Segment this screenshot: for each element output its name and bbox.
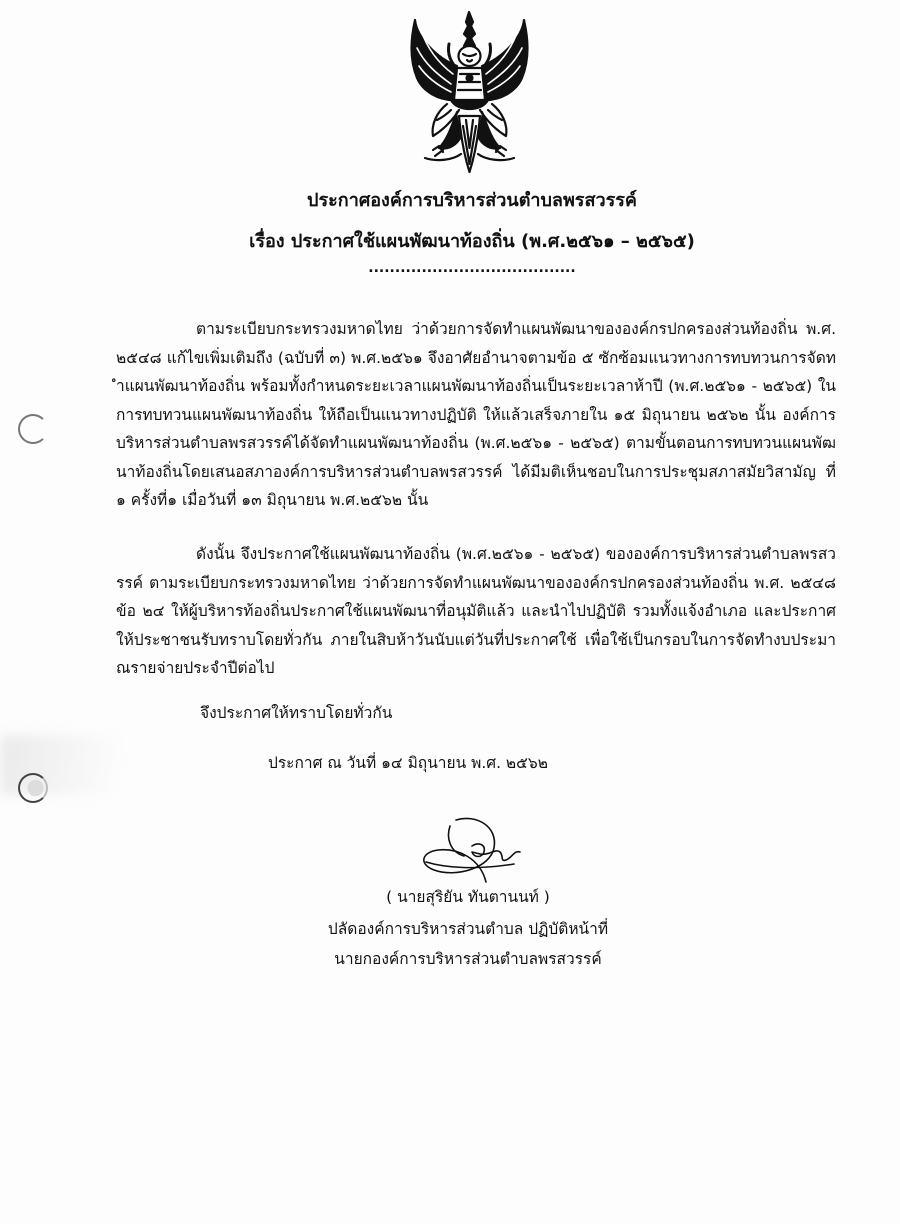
signatory-position: ปลัดองค์การบริหารส่วนตำบล ปฏิบัติหน้าที่: [327, 920, 609, 938]
punch-hole-icon: [18, 773, 48, 803]
punch-hole-icon: [18, 414, 48, 444]
garuda-emblem-icon: [387, 8, 552, 178]
body-paragraph-1: ตามระเบียบกระทรวงมหาดไทย ว่าด้วยการจัดทำแผนพัฒนาขององค์กรปกครองส่วนท้องถิ่น พ.ศ.๒๕๔๘ แก้ไขเพิ่มเติมถึง (ฉบับที่ ๓) พ.ศ.๒๕๖๑ จึงอาศัยอำนาจตามข้อ ๕ ซักซ้อมแนวทางการทบทวนการจัดทำแผนพัฒนาท้องถิ่น พร้อมทั้งกำหนดระยะเวลาแผนพัฒนาท้องถิ่นเป็นระยะเวลาห้าปี (พ.ศ.๒๕๖๑ - ๒๕๖๕) ในการทบทวนแผนพัฒนาท้องถิ่น ให้ถือเป็นแนวทางปฏิบัติ ให้แล้วเสร็จภายใน ๑๕ มิถุนายน ๒๕๖๒ นั้น องค์การบริหารส่วนตำบลพรสวรรค์ได้จัดทำแผนพัฒนาท้องถิ่น (พ.ศ.๒๕๖๑ - ๒๕๖๕) ตามขั้นตอนการทบทวนแผนพัฒนาท้องถิ่นโดยเสนอสภาองค์การบริหารส่วนตำบลพรสวรรค์ ได้มีมติเห็นชอบในการประชุมสภาสมัยวิสามัญ ที่ ๑ ครั้งที่๑ เมื่อวันที่ ๑๓ มิถุนายน พ.ศ.๒๕๖๒ นั้น: [116, 320, 836, 509]
closing-statement: จึงประกาศให้ทราบโดยทั่วกัน: [200, 704, 393, 722]
title-separator: .......................................: [368, 260, 576, 276]
body-paragraph-2: ดังนั้น จึงประกาศใช้แผนพัฒนาท้องถิ่น (พ.ศ.๒๕๖๑ - ๒๕๖๕) ขององค์การบริหารส่วนตำบลพรสวรรค์ ตามระเบียบกระทรวงมหาดไทย ว่าด้วยการจัดทำแผนพัฒนาขององค์กรปกครองส่วนท้องถิ่น พ.ศ. ๒๕๔๘ ข้อ ๒๔ ให้ผู้บริหารท้องถิ่นประกาศใช้แผนพัฒนาที่อนุมัติแล้ว และนำไปปฏิบัติ รวมทั้งแจ้งอำเภอ และประกาศ ให้ประชาชนรับทราบโดยทั่วกัน ภายในสิบห้าวันนับแต่วันที่ประกาศใช้ เพื่อใช้เป็นกรอบในการจัดทำงบประมาณรายจ่ายประจำปีต่อไป: [116, 545, 836, 677]
signatory-position-acting: นายกองค์การบริหารส่วนตำบลพรสวรรค์: [334, 950, 602, 968]
announcement-date: ประกาศ ณ วันที่ ๑๔ มิถุนายน พ.ศ. ๒๕๖๒: [268, 754, 548, 772]
handwritten-signature-icon: [416, 812, 536, 890]
announcement-subject: เรื่อง ประกาศใช้แผนพัฒนาท้องถิ่น (พ.ศ.๒๕๖๑ – ๒๕๖๕): [249, 231, 695, 252]
signatory-name: ( นายสุริยัน ทันตานนท์ ): [386, 888, 550, 906]
announcement-title: ประกาศองค์การบริหารส่วนตำบลพรสวรรค์: [307, 190, 637, 211]
